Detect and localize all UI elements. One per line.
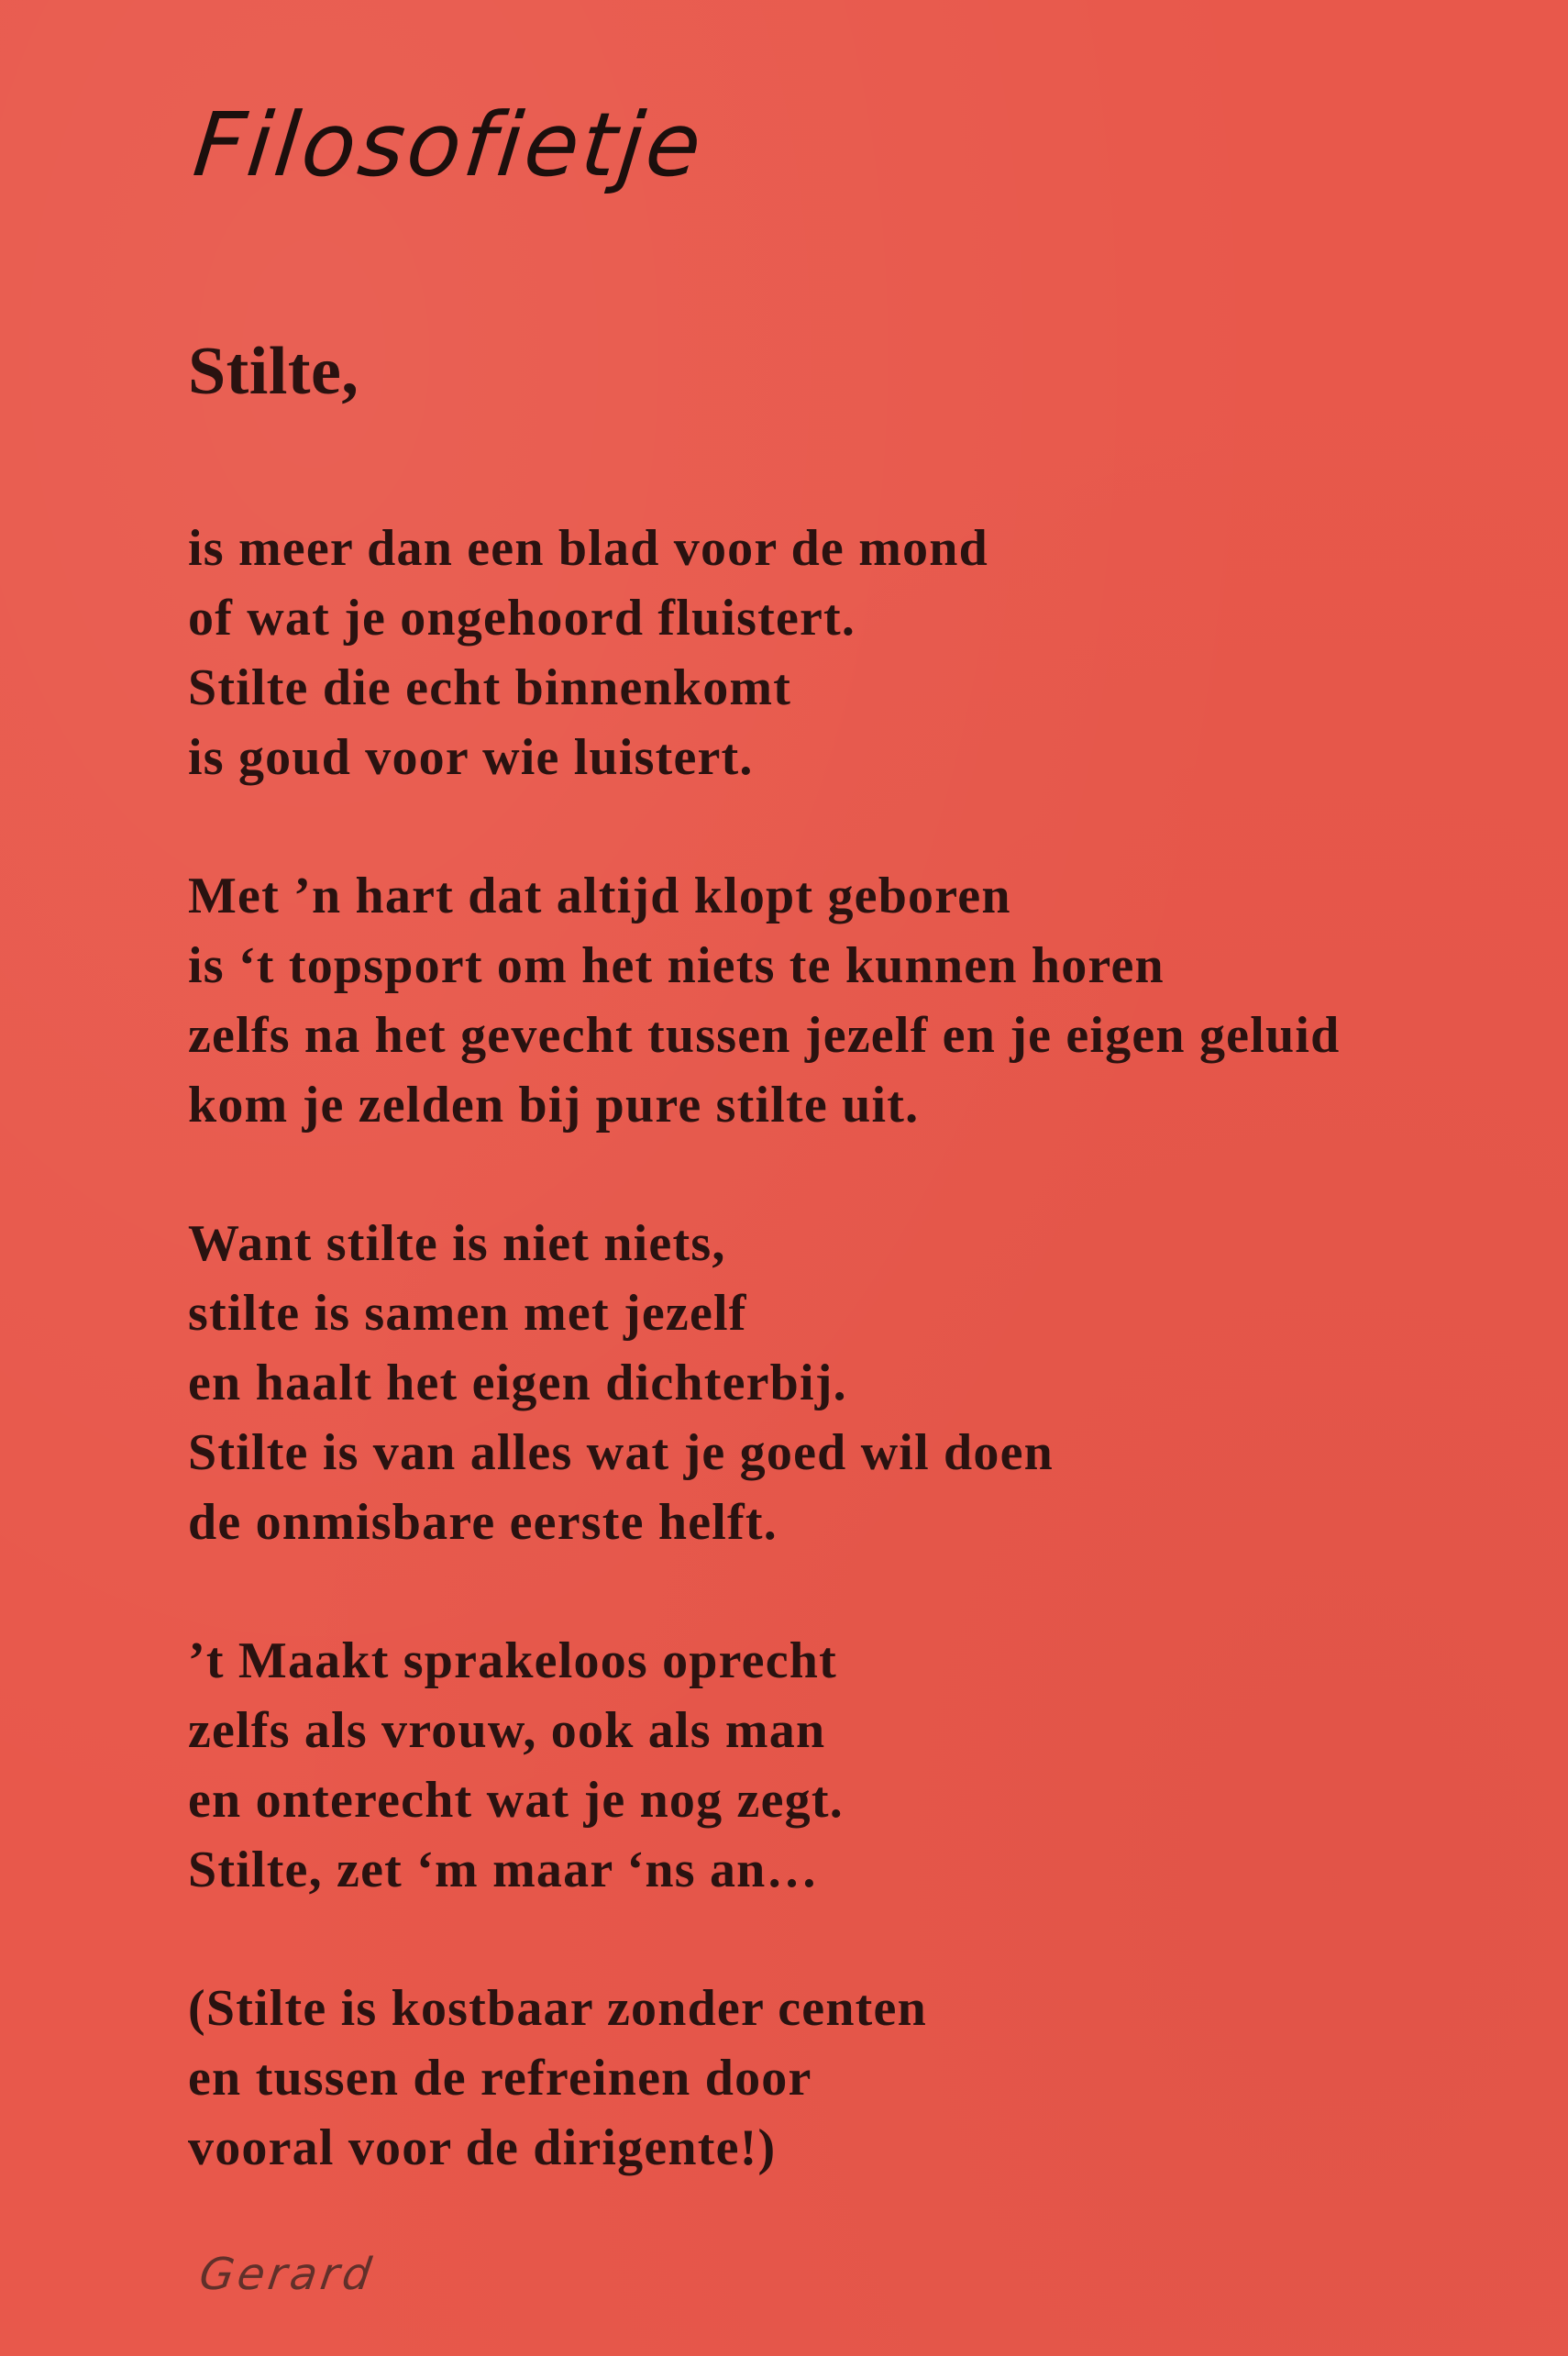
poem <box>188 334 1536 2251</box>
poem-line: en haalt het eigen dichterbij. <box>188 1355 847 1411</box>
poem-line: Want stilte is niet niets, <box>188 1215 726 1272</box>
stanza-5 <box>188 1974 1536 2183</box>
poem-line: of wat je ongehoord fluistert. <box>188 590 856 647</box>
poem-line: stilte is samen met jezelf <box>188 1285 747 1342</box>
poem-line: is goud voor wie luistert. <box>188 729 754 786</box>
poem-line: Stilte die echt binnenkomt <box>188 659 792 716</box>
poem-line: Stilte, zet ‘m maar ‘ns an… <box>188 1842 819 1898</box>
poem-line: vooral voor de dirigente!) <box>188 2119 777 2176</box>
poem-line: zelfs als vrouw, ook als man <box>188 1702 826 1759</box>
poem-line: ’t Maakt sprakeloos oprecht <box>188 1632 837 1689</box>
poem-line: Met ’n hart dat altijd klopt geboren <box>188 868 1011 924</box>
poem-line: kom je zelden bij pure stilte uit. <box>188 1077 920 1134</box>
poem-line: zelfs na het gevecht tussen jezelf en je eigen geluid <box>188 1007 1341 1064</box>
poem-line: is meer dan een blad voor de mond <box>188 520 988 577</box>
poem-line: (Stilte is kostbaar zonder centen <box>188 1980 927 2037</box>
stanza-2 <box>188 861 1536 1140</box>
stanza-3 <box>188 1209 1536 1557</box>
poem-line: en tussen de refreinen door <box>188 2050 812 2107</box>
poem-line: is ‘t topsport om het niets te kunnen horen <box>188 937 1165 994</box>
poem-line: en onterecht wat je nog zegt. <box>188 1772 844 1829</box>
stanza-1 <box>188 514 1536 792</box>
stanza-4 <box>188 1626 1536 1905</box>
author-signature: Gerard <box>196 2249 379 2300</box>
poem-title: Stilte, <box>188 334 359 409</box>
poem-line: Stilte is van alles wat je goed wil doen <box>188 1424 1054 1481</box>
poem-line: de onmisbare eerste helft. <box>188 1494 778 1551</box>
page-heading: Filosofietje <box>189 94 709 196</box>
